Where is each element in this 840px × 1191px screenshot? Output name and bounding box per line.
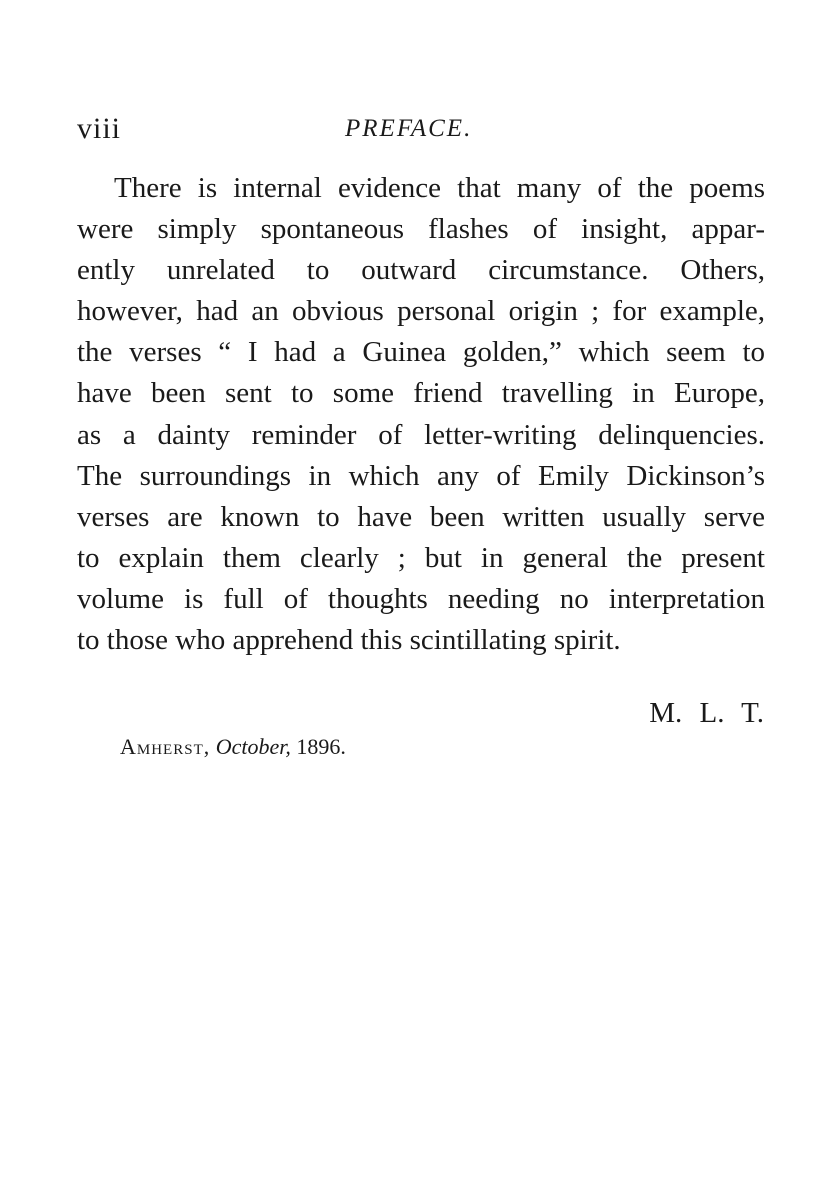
text-line: were simply spontaneous flashes of insight, appar- [77, 213, 765, 246]
dateline-month: October, [215, 734, 291, 759]
dateline-year: 1896. [296, 734, 346, 759]
author-initials-signature: M. L. T. [649, 697, 764, 729]
text-line: to explain them clearly ; but in general the present [77, 541, 765, 574]
text-line: ently unrelated to outward circumstance. Others, [77, 254, 765, 287]
text-line: verses are known to have been written usually serve [77, 500, 765, 533]
text-line: however, had an obvious personal origin ; for example, [77, 295, 765, 328]
preface-paragraph [77, 168, 765, 661]
text-line: as a dainty reminder of letter-writing delinquencies. [77, 418, 765, 451]
text-line: The surroundings in which any of Emily Dickinson’s [77, 459, 765, 492]
page-number: viii [77, 112, 122, 145]
dateline [120, 733, 346, 761]
text-line: have been sent to some friend travelling in Europe, [77, 377, 765, 410]
running-header-title: PREFACE. [345, 115, 473, 142]
text-line: the verses “ I had a Guinea golden,” which seem to [77, 336, 765, 369]
text-line: to those who apprehend this scintillating spirit. [77, 624, 621, 657]
dateline-place: Amherst, [120, 734, 211, 759]
text-line: There is internal evidence that many of the poems [114, 172, 765, 204]
text-line: volume is full of thoughts needing no interpretation [77, 582, 765, 615]
